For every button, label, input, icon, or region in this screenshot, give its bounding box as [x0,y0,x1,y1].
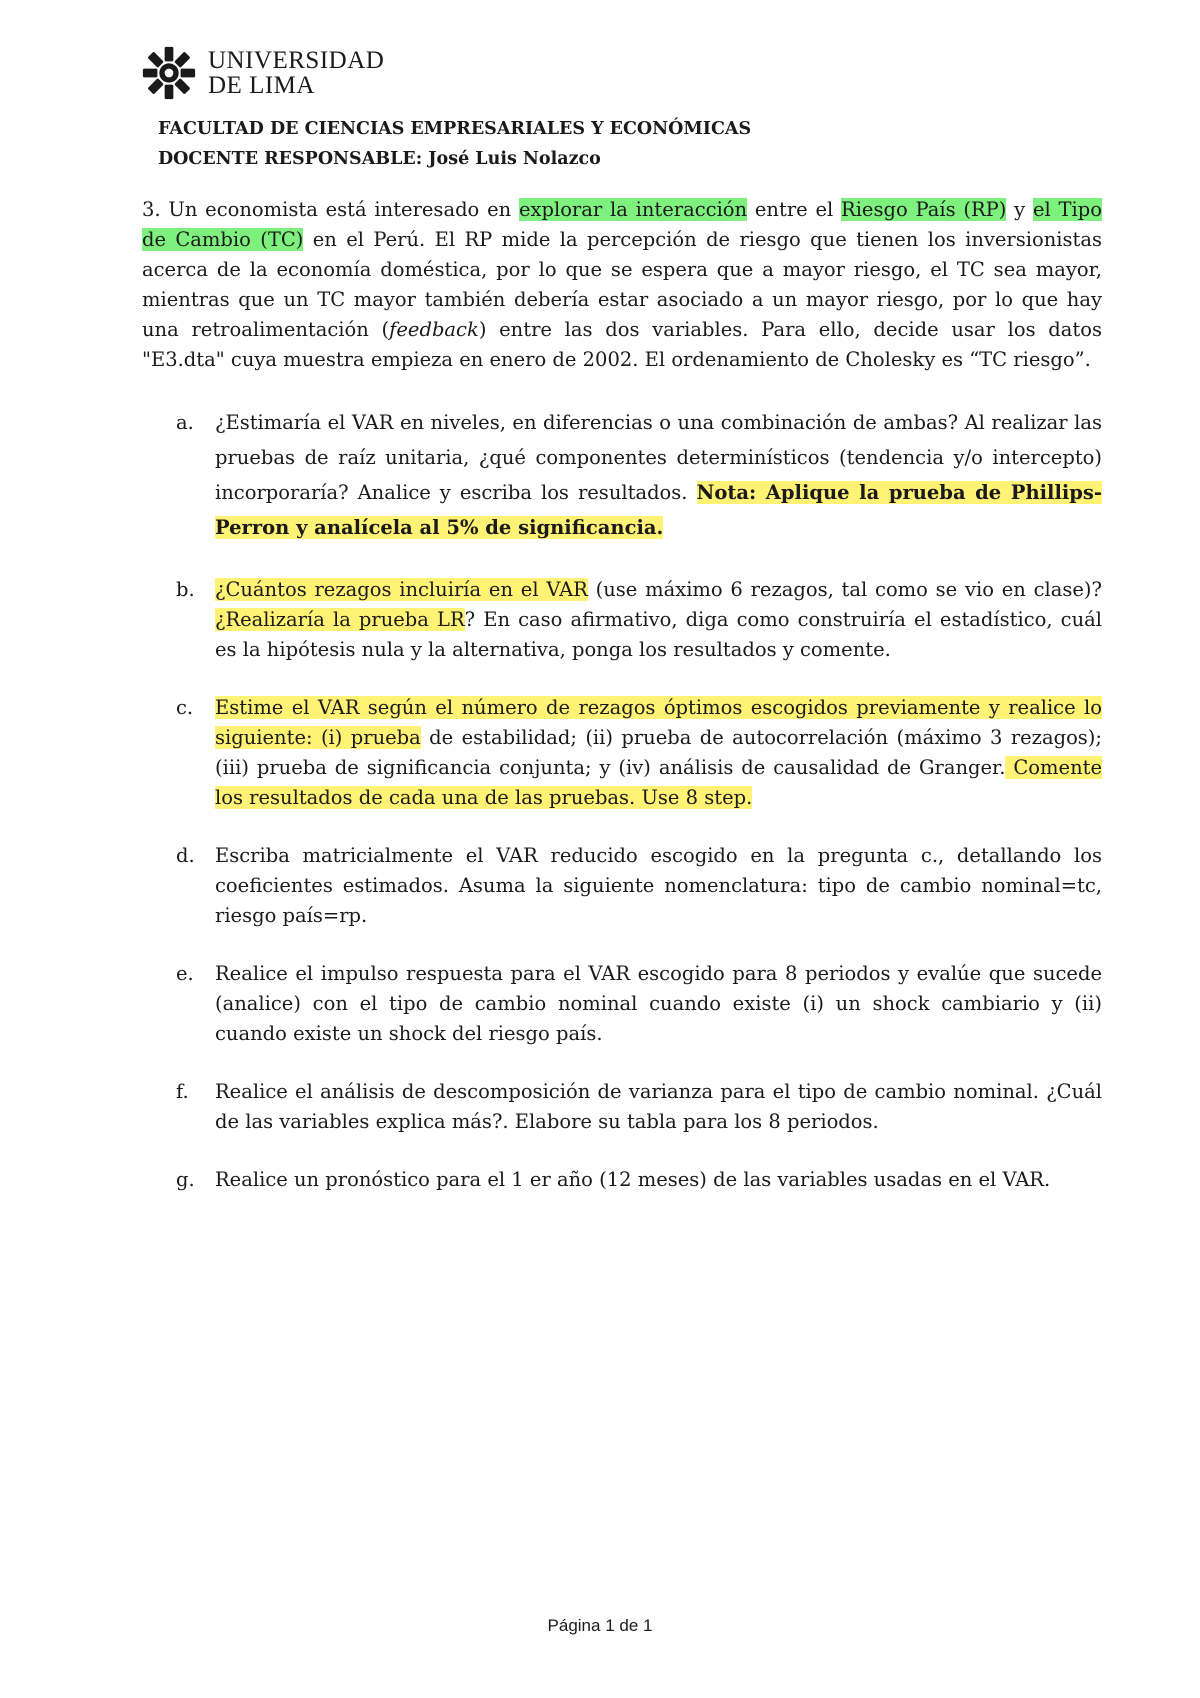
university-name [208,48,384,98]
question-text: Un economista está interesado en [160,198,519,221]
item-text: (use máximo 6 rezagos, tal como se vio en clase)? [587,578,1102,601]
university-name-line1: UNIVERSIDAD [208,47,385,74]
list-item-a [142,405,1102,545]
list-item-f [142,1077,1102,1137]
item-marker: e. [176,962,194,985]
teacher-label: DOCENTE RESPONSABLE: [158,149,423,169]
teacher-line [158,144,751,174]
highlight-risk: Riesgo País (RP) [841,198,1007,221]
list-item-e [142,959,1102,1049]
list-item-g [142,1165,1102,1195]
item-text: Realice el análisis de descomposición de varianza para el tipo de cambio nominal. ¿Cuál de las variables explica más?. Elabore su tabla para los 8 periodos. [215,1080,1102,1133]
highlight-comment: Comente los resultados de cada una de las pruebas. Use 8 step. [215,756,1102,809]
feedback-term: feedback [389,318,479,341]
item-text: Realice un pronóstico para el 1 er año (12 meses) de las variables usadas en el VAR. [215,1168,1051,1191]
item-text: ¿Estimaría el VAR en niveles, en diferencias o una combinación de ambas? Al realizar las pruebas de raíz unitaria, ¿qué componentes determinísticos (tendencia y/o intercepto) incorporaría? Analice y escriba los resultados. [215,411,1102,504]
question-text: y [1006,198,1033,221]
item-text: Escriba matricialmente el VAR reducido escogido en la pregunta c., detallando los coeficientes estimados. Asuma la siguiente nomenclatura: tipo de cambio nominal=tc, riesgo país=rp. [215,844,1102,927]
question-statement [142,195,1102,375]
highlight-estimate-var: Estime el VAR según el número de rezagos óptimos escogidos previamente y realice lo siguiente: (i) prueba [215,696,1102,749]
document-header [158,114,751,174]
university-star-seal-icon [140,44,198,102]
item-marker: d. [176,844,195,867]
question-items [142,405,1102,1195]
list-item-d [142,841,1102,931]
question-text: entre el [747,198,842,221]
question-text: en el Perú. El RP mide la percepción de riesgo que tienen los inversionistas acerca de la economía doméstica, por lo que se espera que a mayor riesgo, el TC sea mayor, mientras que un TC mayor también debería estar asociado a un mayor riesgo, por lo que hay una retroalimentación ( [142,228,1103,341]
highlight-explore: explorar la interacción [518,198,748,221]
page-footer: Página 1 de 1 [547,1616,653,1635]
university-name-line2: DE LIMA [208,72,315,99]
item-text: de estabilidad; (ii) prueba de autocorrelación (máximo 3 rezagos); (iii) prueba de significancia conjunta; y (iv) análisis de causalidad de Granger. [215,726,1102,779]
list-item-c [142,693,1102,813]
item-text: Realice el impulso respuesta para el VAR escogido para 8 periodos y evalúe que sucede (analice) con el tipo de cambio nominal cuando existe (i) un shock cambiario y (ii) cuando existe un shock del riesgo país. [215,962,1102,1045]
item-text: ? En caso afirmativo, diga como construiría el estadístico, cuál es la hipótesis nula y la alternativa, ponga los resultados y comente. [215,608,1103,661]
document-body [142,195,1102,1195]
highlight-exchange-rate: el Tipo de Cambio (TC) [142,198,1102,251]
highlight-note: Nota: Aplique la prueba de Phillips-Perron y analícela al 5% de significancia. [215,481,1102,539]
highlight-lags: ¿Cuántos rezagos incluiría en el VAR [215,578,588,601]
question-text: ) entre las dos variables. Para ello, decide usar los datos "E3.dta" cuya muestra empieza en enero de 2002. El ordenamiento de Cholesky es “TC riesgo”. [142,318,1102,371]
item-marker: f. [176,1080,189,1103]
highlight-lr-test: ¿Realizaría la prueba LR [215,608,465,631]
faculty-title: FACULTAD DE CIENCIAS EMPRESARIALES Y ECONÓMICAS [158,119,752,139]
item-marker: c. [176,696,194,719]
question-number: 3. [142,198,161,221]
item-marker: a. [176,411,194,434]
list-item-b [142,575,1102,665]
item-marker: g. [176,1168,195,1191]
university-logo [140,44,384,102]
item-marker: b. [176,578,195,601]
teacher-name: José Luis Nolazco [428,149,601,169]
